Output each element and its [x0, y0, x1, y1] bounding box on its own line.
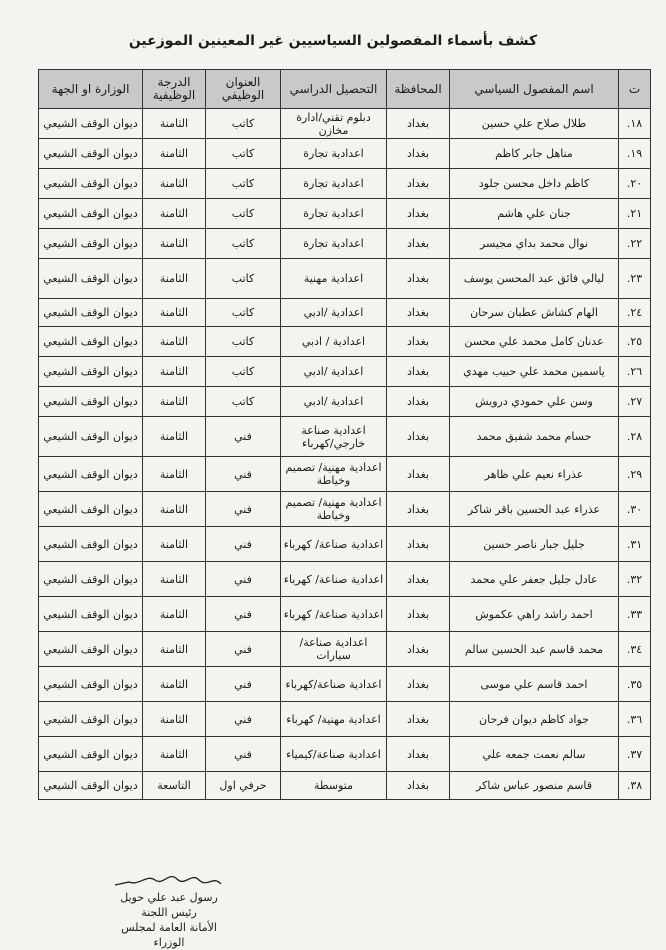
job-grade-cell: الثامنة [143, 597, 206, 632]
education-cell: اعدادية /ادبي [281, 357, 387, 387]
table-row [39, 327, 651, 357]
column-header: الدرجة الوظيفية [143, 70, 206, 109]
ministry-cell: ديوان الوقف الشيعي [39, 527, 143, 562]
personnel-table [38, 69, 651, 800]
job-title-cell: فني [206, 702, 281, 737]
education-cell: متوسطة [281, 772, 387, 800]
education-cell: اعدادية صناعة/ كهرباء [281, 527, 387, 562]
table-row [39, 667, 651, 702]
job-grade-cell: الثامنة [143, 562, 206, 597]
education-cell: اعدادية تجارة [281, 229, 387, 259]
governorate-cell: بغداد [387, 417, 450, 457]
education-cell: اعدادية صناعة/ كهرباء [281, 597, 387, 632]
governorate-cell: بغداد [387, 109, 450, 139]
person-name-cell: احمد قاسم علي موسى [450, 667, 619, 702]
job-title-cell: حرفي اول [206, 772, 281, 800]
ministry-cell: ديوان الوقف الشيعي [39, 327, 143, 357]
row-number-cell: ١٩. [619, 139, 651, 169]
job-title-cell: فني [206, 562, 281, 597]
table-row [39, 737, 651, 772]
column-header: الوزارة او الجهة [39, 70, 143, 109]
job-grade-cell: الثامنة [143, 259, 206, 299]
job-title-cell: كاتب [206, 357, 281, 387]
education-cell: اعدادية مهنية/ كهرباء [281, 702, 387, 737]
row-number-cell: ٢٢. [619, 229, 651, 259]
person-name-cell: نوال محمد بداي مجيسر [450, 229, 619, 259]
person-name-cell: طلال صلاح علي حسين [450, 109, 619, 139]
education-cell: اعدادية مهنية/ تصميم وخياطة [281, 492, 387, 527]
job-grade-cell: الثامنة [143, 527, 206, 562]
table-row [39, 299, 651, 327]
person-name-cell: عادل جليل جعفر علي محمد [450, 562, 619, 597]
job-grade-cell: الثامنة [143, 229, 206, 259]
table-row [39, 527, 651, 562]
ministry-cell: ديوان الوقف الشيعي [39, 597, 143, 632]
job-title-cell: كاتب [206, 109, 281, 139]
education-cell: اعدادية تجارة [281, 199, 387, 229]
job-title-cell: فني [206, 597, 281, 632]
job-title-cell: فني [206, 492, 281, 527]
row-number-cell: ٢١. [619, 199, 651, 229]
ministry-cell: ديوان الوقف الشيعي [39, 737, 143, 772]
table-row [39, 772, 651, 800]
table-row [39, 597, 651, 632]
table-row [39, 139, 651, 169]
table-row [39, 457, 651, 492]
job-title-cell: كاتب [206, 139, 281, 169]
governorate-cell: بغداد [387, 299, 450, 327]
ministry-cell: ديوان الوقف الشيعي [39, 199, 143, 229]
ministry-cell: ديوان الوقف الشيعي [39, 169, 143, 199]
governorate-cell: بغداد [387, 702, 450, 737]
governorate-cell: بغداد [387, 229, 450, 259]
education-cell: اعدادية /ادبي [281, 387, 387, 417]
ministry-cell: ديوان الوقف الشيعي [39, 562, 143, 597]
job-title-cell: فني [206, 737, 281, 772]
ministry-cell: ديوان الوقف الشيعي [39, 667, 143, 702]
person-name-cell: عدنان كامل محمد علي محسن [450, 327, 619, 357]
table-row [39, 387, 651, 417]
governorate-cell: بغداد [387, 562, 450, 597]
education-cell: اعدادية صناعة/كهرباء [281, 667, 387, 702]
governorate-cell: بغداد [387, 632, 450, 667]
ministry-cell: ديوان الوقف الشيعي [39, 299, 143, 327]
job-title-cell: كاتب [206, 169, 281, 199]
governorate-cell: بغداد [387, 527, 450, 562]
signer-name: رسول عبد علي حويل [120, 891, 218, 904]
job-grade-cell: الثامنة [143, 199, 206, 229]
row-number-cell: ٣١. [619, 527, 651, 562]
ministry-cell: ديوان الوقف الشيعي [39, 259, 143, 299]
ministry-cell: ديوان الوقف الشيعي [39, 109, 143, 139]
row-number-cell: ٣٥. [619, 667, 651, 702]
job-grade-cell: التاسعة [143, 772, 206, 800]
table-row [39, 229, 651, 259]
person-name-cell: جواد كاظم ديوان فرحان [450, 702, 619, 737]
table-row [39, 169, 651, 199]
ministry-cell: ديوان الوقف الشيعي [39, 387, 143, 417]
person-name-cell: قاسم منصور عباس شاكر [450, 772, 619, 800]
ministry-cell: ديوان الوقف الشيعي [39, 772, 143, 800]
person-name-cell: مناهل جابر كاظم [450, 139, 619, 169]
column-header: العنوان الوظيفي [206, 70, 281, 109]
job-title-cell: فني [206, 527, 281, 562]
governorate-cell: بغداد [387, 387, 450, 417]
row-number-cell: ٣٦. [619, 702, 651, 737]
column-header: ت [619, 70, 651, 109]
job-title-cell: كاتب [206, 199, 281, 229]
person-name-cell: ياسمين محمد علي حبيب مهدي [450, 357, 619, 387]
job-grade-cell: الثامنة [143, 417, 206, 457]
job-grade-cell: الثامنة [143, 109, 206, 139]
job-title-cell: كاتب [206, 229, 281, 259]
row-number-cell: ٣٧. [619, 737, 651, 772]
table-row [39, 259, 651, 299]
education-cell: اعدادية مهنية/ تصميم وخياطة [281, 457, 387, 492]
person-name-cell: جنان علي هاشم [450, 199, 619, 229]
table-row [39, 562, 651, 597]
education-cell: اعدادية /ادبي [281, 299, 387, 327]
education-cell: اعدادية تجارة [281, 169, 387, 199]
ministry-cell: ديوان الوقف الشيعي [39, 457, 143, 492]
document-title: كشف بأسماء المفصولين السياسيين غير المعينين الموزعين [128, 33, 538, 49]
row-number-cell: ٣٤. [619, 632, 651, 667]
row-number-cell: ٣٣. [619, 597, 651, 632]
job-grade-cell: الثامنة [143, 299, 206, 327]
governorate-cell: بغداد [387, 457, 450, 492]
job-grade-cell: الثامنة [143, 492, 206, 527]
person-name-cell: كاظم داخل محسن جلود [450, 169, 619, 199]
governorate-cell: بغداد [387, 737, 450, 772]
job-title-cell: فني [206, 457, 281, 492]
row-number-cell: ٣٢. [619, 562, 651, 597]
job-title-cell: كاتب [206, 259, 281, 299]
governorate-cell: بغداد [387, 259, 450, 299]
governorate-cell: بغداد [387, 139, 450, 169]
column-header: المحافظة [387, 70, 450, 109]
row-number-cell: ٢٠. [619, 169, 651, 199]
table-row [39, 199, 651, 229]
job-grade-cell: الثامنة [143, 737, 206, 772]
education-cell: اعدادية صناعة خارجي/كهرباء [281, 417, 387, 457]
person-name-cell: احمد راشد راهي عكموش [450, 597, 619, 632]
job-grade-cell: الثامنة [143, 632, 206, 667]
education-cell: اعدادية تجارة [281, 139, 387, 169]
table-row [39, 109, 651, 139]
person-name-cell: وسن علي حمودي درويش [450, 387, 619, 417]
row-number-cell: ٢٧. [619, 387, 651, 417]
table-row [39, 492, 651, 527]
job-title-cell: فني [206, 632, 281, 667]
job-grade-cell: الثامنة [143, 667, 206, 702]
signer-organization: الأمانة العامة لمجلس الوزراء [121, 921, 217, 949]
ministry-cell: ديوان الوقف الشيعي [39, 139, 143, 169]
row-number-cell: ١٨. [619, 109, 651, 139]
education-cell: اعدادية مهنية [281, 259, 387, 299]
row-number-cell: ٢٨. [619, 417, 651, 457]
person-name-cell: عذراء نعيم علي ظاهر [450, 457, 619, 492]
job-title-cell: كاتب [206, 327, 281, 357]
row-number-cell: ٣٠. [619, 492, 651, 527]
row-number-cell: ٢٣. [619, 259, 651, 299]
governorate-cell: بغداد [387, 357, 450, 387]
job-grade-cell: الثامنة [143, 387, 206, 417]
governorate-cell: بغداد [387, 199, 450, 229]
row-number-cell: ٢٤. [619, 299, 651, 327]
person-name-cell: ليالي فائق عبد المحسن يوسف [450, 259, 619, 299]
job-title-cell: كاتب [206, 299, 281, 327]
signature-block [104, 874, 234, 950]
governorate-cell: بغداد [387, 667, 450, 702]
job-grade-cell: الثامنة [143, 457, 206, 492]
governorate-cell: بغداد [387, 492, 450, 527]
ministry-cell: ديوان الوقف الشيعي [39, 492, 143, 527]
table-row [39, 357, 651, 387]
education-cell: اعدادية / ادبي [281, 327, 387, 357]
job-title-cell: فني [206, 417, 281, 457]
table-row [39, 702, 651, 737]
row-number-cell: ٢٩. [619, 457, 651, 492]
column-header: اسم المفصول السياسي [450, 70, 619, 109]
person-name-cell: عذراء عبد الحسين باقر شاكر [450, 492, 619, 527]
person-name-cell: حسام محمد شفيق محمد [450, 417, 619, 457]
person-name-cell: سالم نعمت جمعه علي [450, 737, 619, 772]
education-cell: اعدادية صناعة/ سيارات [281, 632, 387, 667]
ministry-cell: ديوان الوقف الشيعي [39, 357, 143, 387]
signature-icon [109, 874, 229, 890]
education-cell: اعدادية صناعة/ كهرباء [281, 562, 387, 597]
governorate-cell: بغداد [387, 772, 450, 800]
person-name-cell: جليل جبار ناصر حسين [450, 527, 619, 562]
job-grade-cell: الثامنة [143, 139, 206, 169]
person-name-cell: الهام كشاش عطبان سرحان [450, 299, 619, 327]
row-number-cell: ٢٥. [619, 327, 651, 357]
education-cell: دبلوم تقني/ادارة مخازن [281, 109, 387, 139]
job-grade-cell: الثامنة [143, 702, 206, 737]
job-grade-cell: الثامنة [143, 169, 206, 199]
column-header: التحصيل الدراسي [281, 70, 387, 109]
ministry-cell: ديوان الوقف الشيعي [39, 702, 143, 737]
education-cell: اعدادية صناعة/كيمياء [281, 737, 387, 772]
signer-role: رئيس اللجنة [141, 906, 197, 919]
job-title-cell: كاتب [206, 387, 281, 417]
table-row [39, 632, 651, 667]
table-row [39, 417, 651, 457]
job-title-cell: فني [206, 667, 281, 702]
table-header-row [39, 70, 651, 109]
ministry-cell: ديوان الوقف الشيعي [39, 229, 143, 259]
job-grade-cell: الثامنة [143, 327, 206, 357]
governorate-cell: بغداد [387, 597, 450, 632]
ministry-cell: ديوان الوقف الشيعي [39, 632, 143, 667]
person-name-cell: محمد قاسم عبد الحسين سالم [450, 632, 619, 667]
governorate-cell: بغداد [387, 169, 450, 199]
row-number-cell: ٣٨. [619, 772, 651, 800]
ministry-cell: ديوان الوقف الشيعي [39, 417, 143, 457]
job-grade-cell: الثامنة [143, 357, 206, 387]
row-number-cell: ٢٦. [619, 357, 651, 387]
governorate-cell: بغداد [387, 327, 450, 357]
